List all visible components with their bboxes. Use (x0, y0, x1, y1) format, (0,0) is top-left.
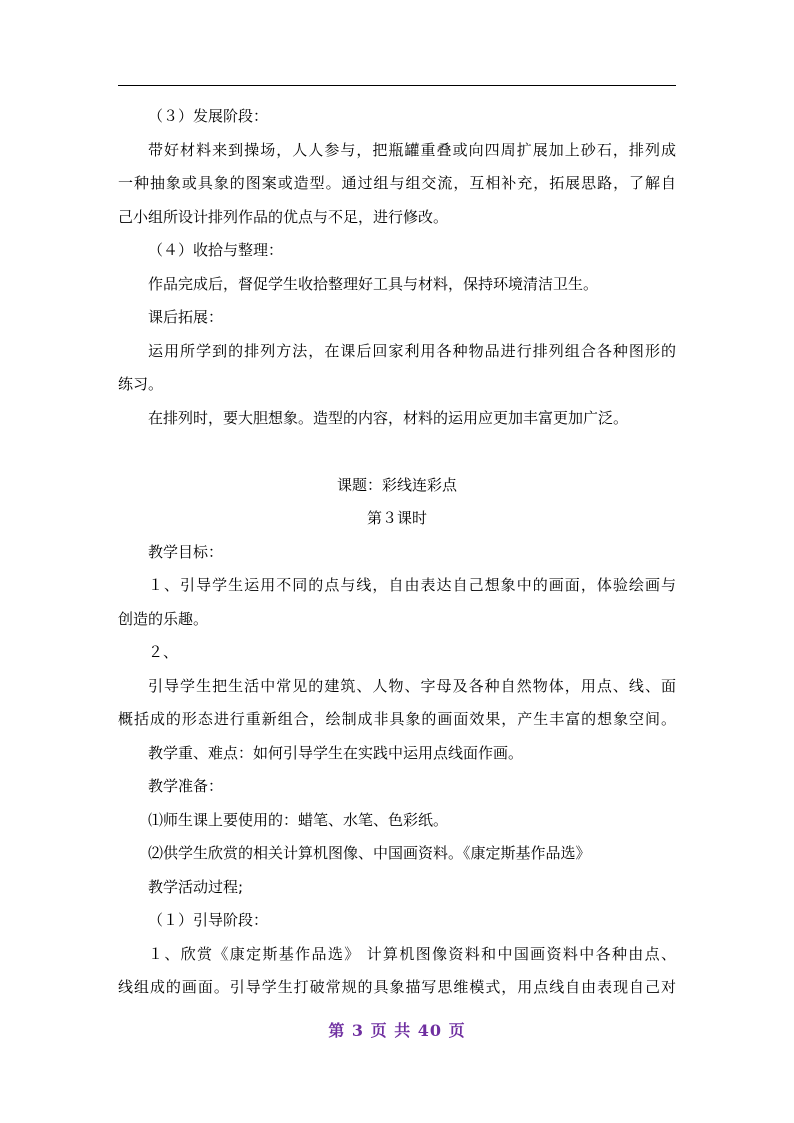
text-line: ２、 (148, 643, 179, 661)
text-line: （４）收拾与整理： (148, 241, 284, 259)
text-line: 教学活动过程; (148, 877, 244, 896)
text-line: 运用所学到的排列方法，在课后回家利用各种物品进行排列组合各种图形的 (148, 341, 676, 360)
text-line: ⑵供学生欣赏的相关计算机图像、中国画资料。《康定斯基作品选》 (148, 844, 591, 862)
header-rule (118, 85, 676, 86)
text-line: １、欣赏《康定斯基作品选》 计算机图像资料和中国画资料中各种由点、 (148, 944, 676, 963)
text-line: 教学准备： (148, 777, 224, 795)
text-line: 教学目标： (148, 542, 224, 561)
text-line: 作品完成后，督促学生收拾整理好工具与材料，保持环境清洁卫生。 (148, 274, 599, 293)
text-line: 线组成的画面。引导学生打破常规的具象描写思维模式，用点线自由表现自己对 (118, 978, 676, 996)
text-line: 带好材料来到操场，人人参与，把瓶罐重叠或向四周扩展加上砂石，排列成 (148, 140, 676, 159)
text-line: 教学重、难点：如何引导学生在实践中运用点线面作画。 (148, 743, 524, 762)
heading-line: 课题：彩线连彩点 (336, 475, 457, 494)
text-line: 练习。 (118, 375, 164, 393)
heading-line: 第３课时 (366, 509, 427, 527)
text-line: 在排列时，要大胆想象。造型的内容，材料的运用应更加丰富更加广泛。 (148, 408, 629, 427)
text-line: １、引导学生运用不同的点与线，自由表达自己想象中的画面，体验绘画与 (148, 576, 676, 594)
text-line: 课后拓展： (148, 308, 224, 326)
text-line: 一种抽象或具象的图案或造型。通过组与组交流，互相补充，拓展思路，了解自 (118, 174, 676, 192)
text-line: （３）发展阶段： (148, 107, 269, 125)
text-line: 引导学生把生活中常见的建筑、人物、字母及各种自然物体，用点、线、面 (148, 676, 676, 695)
text-line: 己小组所设计排列作品的优点与不足，进行修改。 (118, 207, 449, 226)
document-body (118, 100, 676, 1005)
text-line: 概括成的形态进行重新组合，绘制成非具象的画面效果，产生丰富的想象空间。 (118, 710, 676, 728)
text-line: 创造的乐趣。 (118, 609, 209, 628)
text-line: ⑴师生课上要使用的：蜡笔、水笔、色彩纸。 (148, 810, 449, 829)
paragraph-spacer (118, 435, 676, 469)
text-line: （１）引导阶段： (148, 911, 269, 929)
page-footer: 第 3 页 共 40 页 (328, 1021, 466, 1040)
